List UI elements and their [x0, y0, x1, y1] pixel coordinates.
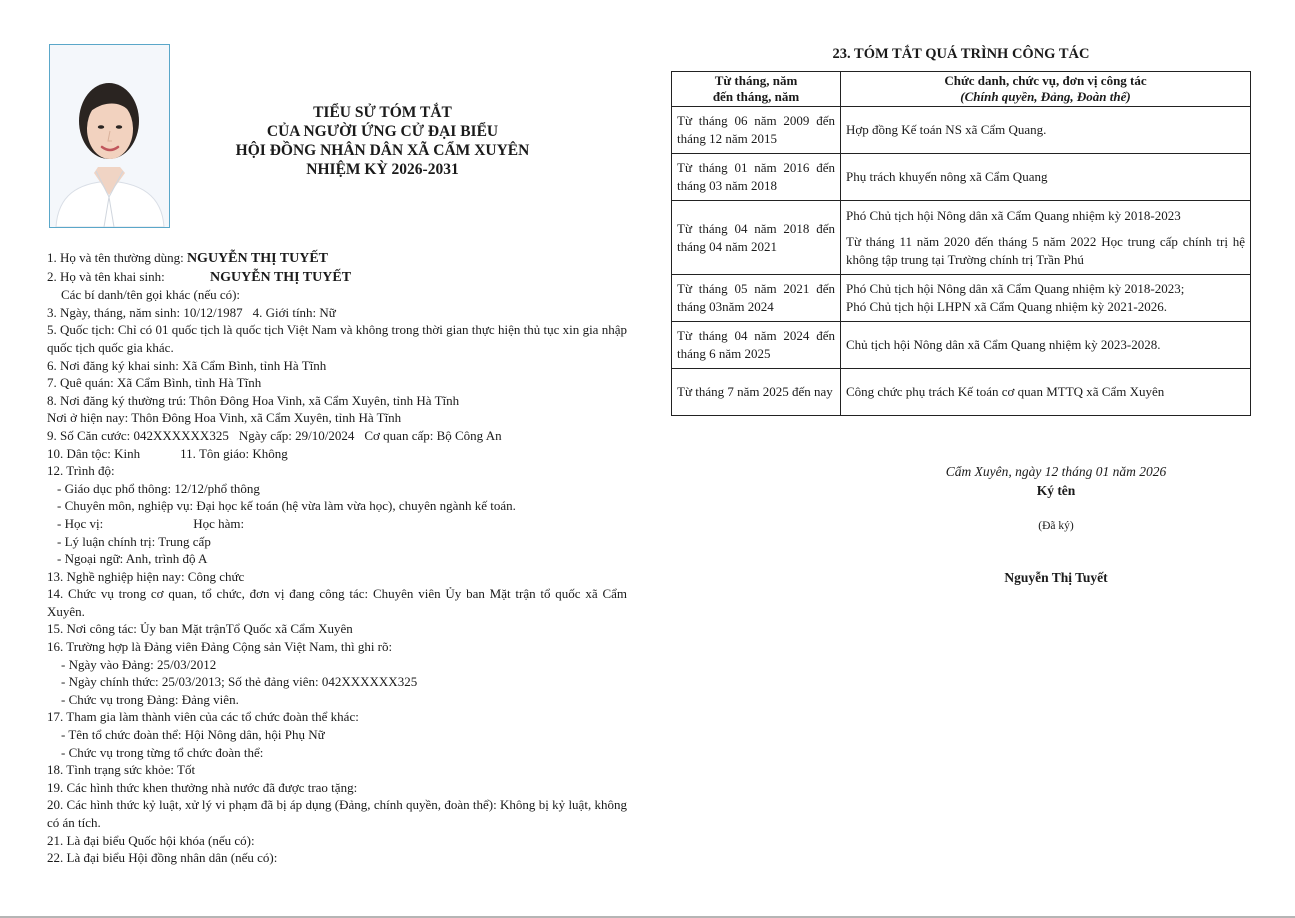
- info-line: Các bí danh/tên gọi khác (nếu có):: [61, 287, 241, 303]
- table-row: [672, 201, 1251, 275]
- info-line: 20. Các hình thức kỷ luật, xử lý vi phạm đã bị áp dụng (Đảng, chính quyền, đoàn thể): Không bị kỷ luật, không có án tích.: [47, 797, 627, 830]
- period-cell: Từ tháng 05 năm 2021 đến tháng 03năm 2024: [672, 275, 841, 322]
- info-line: - Ngày chính thức: 25/03/2013; Số thẻ đảng viên: 042XXXXXX325: [61, 674, 418, 690]
- signature-date: Cẩm Xuyên, ngày 12 tháng 01 năm 2026: [945, 464, 1167, 479]
- role-column-header: Chức danh, chức vụ, đơn vị công tác (Chính quyền, Đảng, Đoàn thể): [841, 72, 1251, 107]
- info-line: 9. Số Căn cước: 042XXXXXX325 Ngày cấp: 29/10/2024 Cơ quan cấp: Bộ Công An: [47, 427, 502, 443]
- table-row: [672, 275, 1251, 322]
- info-line: 10. Dân tộc: Kinh 11. Tôn giáo: Không: [47, 445, 288, 461]
- table-row: [672, 154, 1251, 201]
- info-line: 15. Nơi công tác: Ủy ban Mặt trậnTổ Quốc xã Cẩm Xuyên: [47, 621, 353, 637]
- candidate-photo: [49, 44, 170, 228]
- signer-name: Nguyễn Thị Tuyết: [1004, 570, 1108, 585]
- info-line: - Tên tổ chức đoàn thể: Hội Nông dân, hội Phụ Nữ: [61, 727, 325, 743]
- info-line: - Chuyên môn, nghiệp vụ: Đại học kế toán (hệ vừa làm vừa học), chuyên ngành kế toán.: [57, 498, 516, 514]
- period-cell: Từ tháng 04 năm 2024 đến tháng 6 năm 2025: [672, 322, 841, 369]
- heading-line: NHIỆM KỲ 2026-2031: [306, 161, 459, 178]
- period-cell: Từ tháng 04 năm 2018 đến tháng 04 năm 2021: [672, 201, 841, 275]
- period-cell: Từ tháng 06 năm 2009 đến tháng 12 năm 2015: [672, 107, 841, 154]
- info-line: 2. Họ và tên khai sinh: NGUYỄN THỊ TUYẾT: [47, 268, 352, 285]
- role-cell: Hợp đồng Kế toán NS xã Cẩm Quang.: [841, 107, 1251, 154]
- info-line: 14. Chức vụ trong cơ quan, tổ chức, đơn vị đang công tác: Chuyên viên Ủy ban Mặt trận tổ quốc xã Cẩm Xuyên.: [47, 586, 627, 619]
- heading-line: CỦA NGƯỜI ỨNG CỬ ĐẠI BIỂU: [266, 123, 499, 140]
- info-line: 7. Quê quán: Xã Cẩm Bình, tỉnh Hà Tĩnh: [47, 375, 262, 391]
- heading-line: TIỂU SỬ TÓM TẮT: [313, 104, 452, 121]
- info-line: 19. Các hình thức khen thưởng nhà nước đã được trao tặng:: [47, 779, 358, 795]
- info-line: - Chức vụ trong Đảng: Đảng viên.: [61, 691, 239, 707]
- info-line: 21. Là đại biểu Quốc hội khóa (nếu có):: [47, 832, 255, 848]
- info-line: 18. Tình trạng sức khỏe: Tốt: [47, 762, 196, 778]
- personal-info: [47, 249, 627, 867]
- info-line: Nơi ở hiện nay: Thôn Đông Hoa Vinh, xã Cẩm Xuyên, tỉnh Hà Tĩnh: [47, 410, 402, 426]
- table-header-row: [672, 72, 1251, 107]
- period-column-header: Từ tháng, năm đến tháng, năm: [672, 72, 841, 107]
- signature-status: (Đã ký): [1038, 520, 1074, 532]
- info-line: - Chức vụ trong từng tổ chức đoàn thể:: [61, 744, 264, 760]
- work-history-table: [671, 71, 1251, 416]
- info-line: - Học vị: Học hàm:: [57, 515, 245, 531]
- table-row: [672, 369, 1251, 416]
- role-cell: Phó Chủ tịch hội Nông dân xã Cẩm Quang nhiệm kỳ 2018-2023 Từ tháng 11 năm 2020 đến tháng 5 năm 2022 Học trung cấp chính trị hệ không tập trung tại Trường chính trị Trần Phú: [841, 201, 1251, 275]
- info-line: 22. Là đại biểu Hội đồng nhân dân (nếu có):: [47, 850, 278, 866]
- info-line: 16. Trường hợp là Đảng viên Đảng Cộng sản Việt Nam, thì ghi rõ:: [47, 639, 393, 655]
- info-line: - Ngoại ngữ: Anh, trình độ A: [57, 551, 208, 567]
- info-line: 3. Ngày, tháng, năm sinh: 10/12/1987 4. Giới tính: Nữ: [47, 304, 336, 320]
- period-cell: Từ tháng 01 năm 2016 đến tháng 03 năm 2018: [672, 154, 841, 201]
- info-line: - Lý luận chính trị: Trung cấp: [57, 533, 211, 549]
- heading-line: HỘI ĐỒNG NHÂN DÂN XÃ CẨM XUYÊN: [235, 142, 530, 159]
- period-cell: Từ tháng 7 năm 2025 đến nay: [672, 369, 841, 416]
- info-line: 1. Họ và tên thường dùng: NGUYỄN THỊ TUYẾT: [47, 250, 329, 266]
- table-row: [672, 107, 1251, 154]
- info-line: 8. Nơi đăng ký thường trú: Thôn Đông Hoa Vinh, xã Cẩm Xuyên, tỉnh Hà Tĩnh: [47, 392, 460, 408]
- common-name: NGUYỄN THỊ TUYẾT: [186, 251, 329, 266]
- info-line: - Giáo dục phổ thông: 12/12/phổ thông: [57, 480, 260, 496]
- info-line: 13. Nghề nghiệp hiện nay: Công chức: [47, 568, 245, 584]
- info-line: - Ngày vào Đảng: 25/03/2012: [61, 656, 217, 672]
- role-cell: Phó Chủ tịch hội Nông dân xã Cẩm Quang nhiệm kỳ 2018-2023; Phó Chủ tịch hội LHPN xã Cẩm Quang nhiệm kỳ 2021-2026.: [841, 275, 1251, 322]
- info-line: 17. Tham gia làm thành viên của các tổ chức đoàn thể khác:: [47, 709, 359, 725]
- signature-label: Ký tên: [1036, 483, 1076, 498]
- work-history-title: 23. TÓM TẮT QUÁ TRÌNH CÔNG TÁC: [832, 46, 1090, 62]
- role-cell: Chủ tịch hội Nông dân xã Cẩm Quang nhiệm kỳ 2023-2028.: [841, 322, 1251, 369]
- info-line: 6. Nơi đăng ký khai sinh: Xã Cẩm Bình, tỉnh Hà Tĩnh: [47, 357, 327, 373]
- role-cell: Phụ trách khuyến nông xã Cẩm Quang: [841, 154, 1251, 201]
- role-cell: Công chức phụ trách Kế toán cơ quan MTTQ xã Cẩm Xuyên: [841, 369, 1251, 416]
- info-line: 12. Trình độ:: [47, 463, 115, 479]
- document-heading: [190, 103, 575, 179]
- info-line: 5. Quốc tịch: Chỉ có 01 quốc tịch là quốc tịch Việt Nam và không trong thời gian thực hiện thủ tục xin gia nhập quốc tịch quốc gia khác.: [47, 322, 627, 355]
- birth-name: NGUYỄN THỊ TUYẾT: [209, 269, 352, 285]
- table-row: [672, 322, 1251, 369]
- portrait-photo-icon: [50, 45, 169, 227]
